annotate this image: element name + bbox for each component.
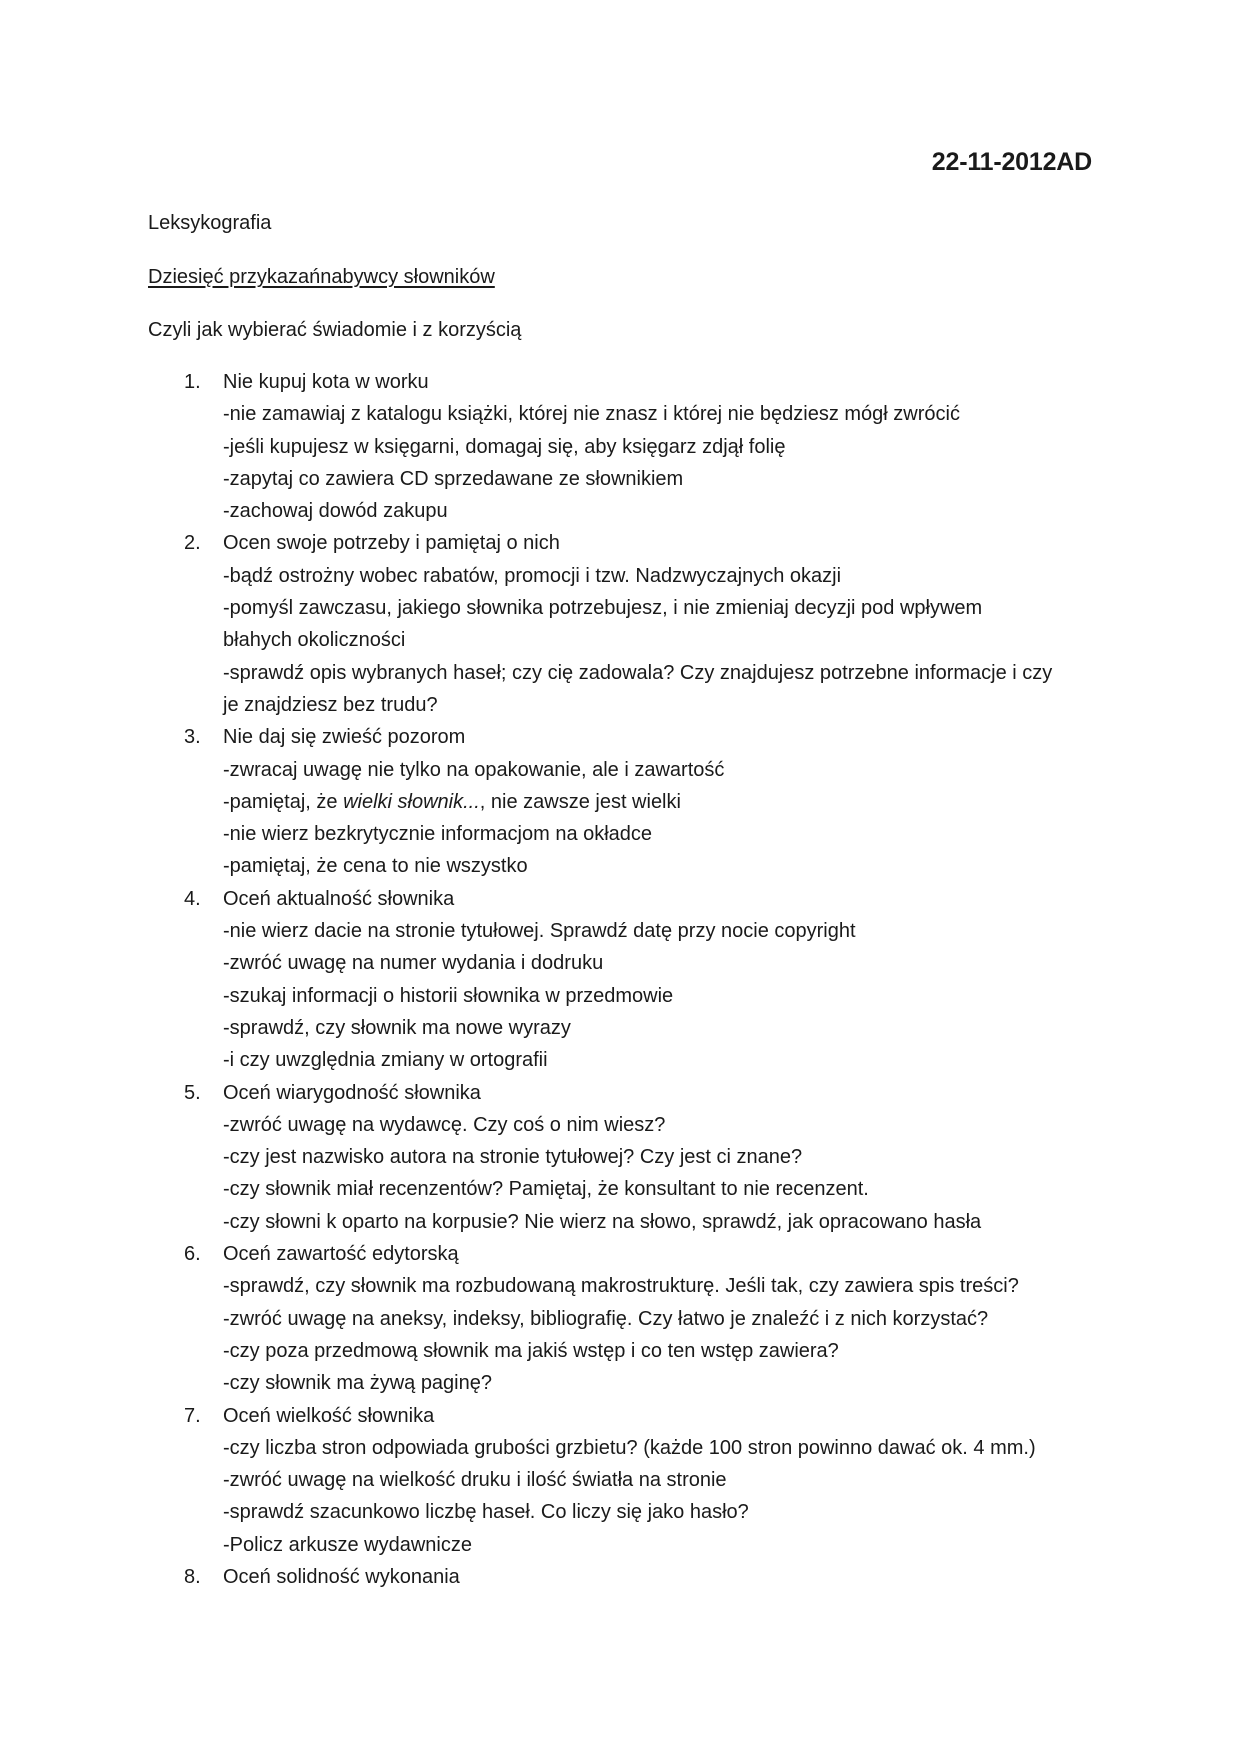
list-item <box>0 1403 1240 1564</box>
list-item-line <box>0 401 1240 433</box>
italic-phrase: wielki słownik... <box>343 790 480 813</box>
list-item-title: Oceń zawartość edytorską <box>223 1243 459 1266</box>
list-item-line <box>0 821 1240 853</box>
list-item-line <box>0 853 1240 885</box>
commandments-list <box>0 369 1240 1596</box>
list-item-line <box>0 950 1240 982</box>
list-item <box>0 1564 1240 1596</box>
list-item-line-text: -pamiętaj, że wielki słownik..., nie zawsze jest wielki <box>223 790 681 813</box>
list-item-line <box>0 1467 1240 1499</box>
list-item-line <box>0 692 1240 724</box>
list-item-line-text: -czy słowni k oparto na korpusie? Nie wierz na słowo, sprawdź, jak opracowano hasła <box>223 1210 982 1233</box>
list-item-line <box>0 434 1240 466</box>
list-item-line <box>0 757 1240 789</box>
list-item-line <box>0 1176 1240 1208</box>
list-item-title: Oceń aktualność słownika <box>223 887 455 910</box>
list-item-title: Oceń solidność wykonania <box>223 1565 460 1588</box>
list-item-line <box>0 498 1240 530</box>
list-item-line <box>0 983 1240 1015</box>
list-item-number: 8. <box>184 1565 201 1588</box>
list-item-line <box>0 1370 1240 1402</box>
list-item-line-text: -nie zamawiaj z katalogu książki, której nie znasz i której nie będziesz mógł zwrócić <box>223 403 960 426</box>
list-item-line-text: -sprawdź, czy słownik ma rozbudowaną makrostrukturę. Jeśli tak, czy zawiera spis treści? <box>223 1275 1019 1298</box>
list-item-header <box>0 1403 1240 1435</box>
list-item-line-text: -czy jest nazwisko autora na stronie tytułowej? Czy jest ci znane? <box>223 1146 803 1169</box>
list-item <box>0 1080 1240 1241</box>
list-item-title: Oceń wielkość słownika <box>223 1404 435 1427</box>
list-item-header <box>0 724 1240 756</box>
list-item-header <box>0 1241 1240 1273</box>
list-item-line-text: -zwróć uwagę na numer wydania i dodruku <box>223 952 604 975</box>
list-item-line <box>0 1047 1240 1079</box>
list-item-line <box>0 563 1240 595</box>
list-item-number: 6. <box>184 1243 201 1266</box>
list-item-header <box>0 1080 1240 1112</box>
list-item-line-text: -zwróć uwagę na wydawcę. Czy coś o nim wiesz? <box>223 1113 666 1136</box>
list-item-line <box>0 1532 1240 1564</box>
list-item-number: 4. <box>184 887 201 910</box>
list-item-line-text: -i czy uwzględnia zmiany w ortografii <box>223 1049 548 1072</box>
list-item-number: 5. <box>184 1081 201 1104</box>
list-item-header <box>0 369 1240 401</box>
list-item-line <box>0 595 1240 627</box>
list-item-line-text: -szukaj informacji o historii słownika w przedmowie <box>223 984 674 1007</box>
list-item-line-text: -nie wierz bezkrytycznie informacjom na okładce <box>223 823 653 846</box>
list-item-title: Nie daj się zwieść pozorom <box>223 726 466 749</box>
list-item-line-text: je znajdziesz bez trudu? <box>223 693 438 716</box>
list-item-line-text: -zapytaj co zawiera CD sprzedawane ze słownikiem <box>223 467 684 490</box>
list-item-line <box>0 1209 1240 1241</box>
list-item-number: 1. <box>184 371 201 393</box>
list-item <box>0 530 1240 724</box>
list-item-line <box>0 1306 1240 1338</box>
list-item-line-text: -sprawdź opis wybranych haseł; czy cię zadowala? Czy znajdujesz potrzebne informacje i czy <box>223 661 1053 684</box>
list-item-line <box>0 466 1240 498</box>
section-heading: Dziesięć przykazańnabywcy słowników <box>148 266 495 288</box>
list-item-title: Ocen swoje potrzeby i pamiętaj o nich <box>223 532 560 555</box>
list-item-line-text: -pamiętaj, że cena to nie wszystko <box>223 855 528 878</box>
list-item <box>0 724 1240 885</box>
subject-title: Leksykografia <box>148 212 272 234</box>
list-item-line-text: -zwróć uwagę na aneksy, indeksy, bibliografię. Czy łatwo je znaleźć i z nich korzystać? <box>223 1307 989 1330</box>
list-item-line <box>0 1015 1240 1047</box>
list-item-line <box>0 1435 1240 1467</box>
list-item-line <box>0 1499 1240 1531</box>
list-item-line <box>0 1144 1240 1176</box>
list-item <box>0 1241 1240 1402</box>
list-item-line-text: -zwracaj uwagę nie tylko na opakowanie, ale i zawartość <box>223 758 725 781</box>
list-item-line <box>0 789 1240 821</box>
list-item-number: 2. <box>184 532 201 555</box>
list-item-header <box>0 530 1240 562</box>
list-item-line-text: -czy liczba stron odpowiada grubości grzbietu? (każde 100 stron powinno dawać ok. 4 mm.) <box>223 1436 1036 1459</box>
list-item-line <box>0 660 1240 692</box>
document-date: 22-11-2012AD <box>931 148 1092 176</box>
list-item-line-text: -czy poza przedmową słownik ma jakiś wstęp i co ten wstęp zawiera? <box>223 1339 839 1362</box>
section-subtitle: Czyli jak wybierać świadomie i z korzyścią <box>148 319 522 341</box>
list-item-header <box>0 1564 1240 1596</box>
list-item-line-text: -sprawdź szacunkowo liczbę haseł. Co liczy się jako hasło? <box>223 1501 749 1524</box>
list-item-line <box>0 1273 1240 1305</box>
list-item-number: 7. <box>184 1404 201 1427</box>
list-item-line-text: -Policz arkusze wydawnicze <box>223 1533 472 1556</box>
list-item <box>0 369 1240 530</box>
list-item-line-text: -nie wierz dacie na stronie tytułowej. Sprawdź datę przy nocie copyright <box>223 920 856 943</box>
list-item-line-text: -zachowaj dowód zakupu <box>223 500 448 523</box>
list-item <box>0 886 1240 1080</box>
list-item-number: 3. <box>184 726 201 749</box>
list-item-line-text: -bądź ostrożny wobec rabatów, promocji i tzw. Nadzwyczajnych okazji <box>223 564 842 587</box>
list-item-line <box>0 1338 1240 1370</box>
list-item-line-text: błahych okoliczności <box>223 629 406 652</box>
list-item-line <box>0 1112 1240 1144</box>
list-item-header <box>0 886 1240 918</box>
list-item-line-text: -jeśli kupujesz w księgarni, domagaj się, aby księgarz zdjął folię <box>223 435 786 458</box>
list-item-line-text: -czy słownik miał recenzentów? Pamiętaj, że konsultant to nie recenzent. <box>223 1178 869 1201</box>
list-item-line-text: -pomyśl zawczasu, jakiego słownika potrzebujesz, i nie zmieniaj decyzji pod wpływem <box>223 597 983 620</box>
list-item-line <box>0 627 1240 659</box>
list-item-line-text: -zwróć uwagę na wielkość druku i ilość światła na stronie <box>223 1469 727 1492</box>
list-item-title: Nie kupuj kota w worku <box>223 371 429 393</box>
list-item-line <box>0 918 1240 950</box>
list-item-line-text: -czy słownik ma żywą paginę? <box>223 1372 492 1395</box>
list-item-line-text: -sprawdź, czy słownik ma nowe wyrazy <box>223 1016 571 1039</box>
list-item-title: Oceń wiarygodność słownika <box>223 1081 481 1104</box>
